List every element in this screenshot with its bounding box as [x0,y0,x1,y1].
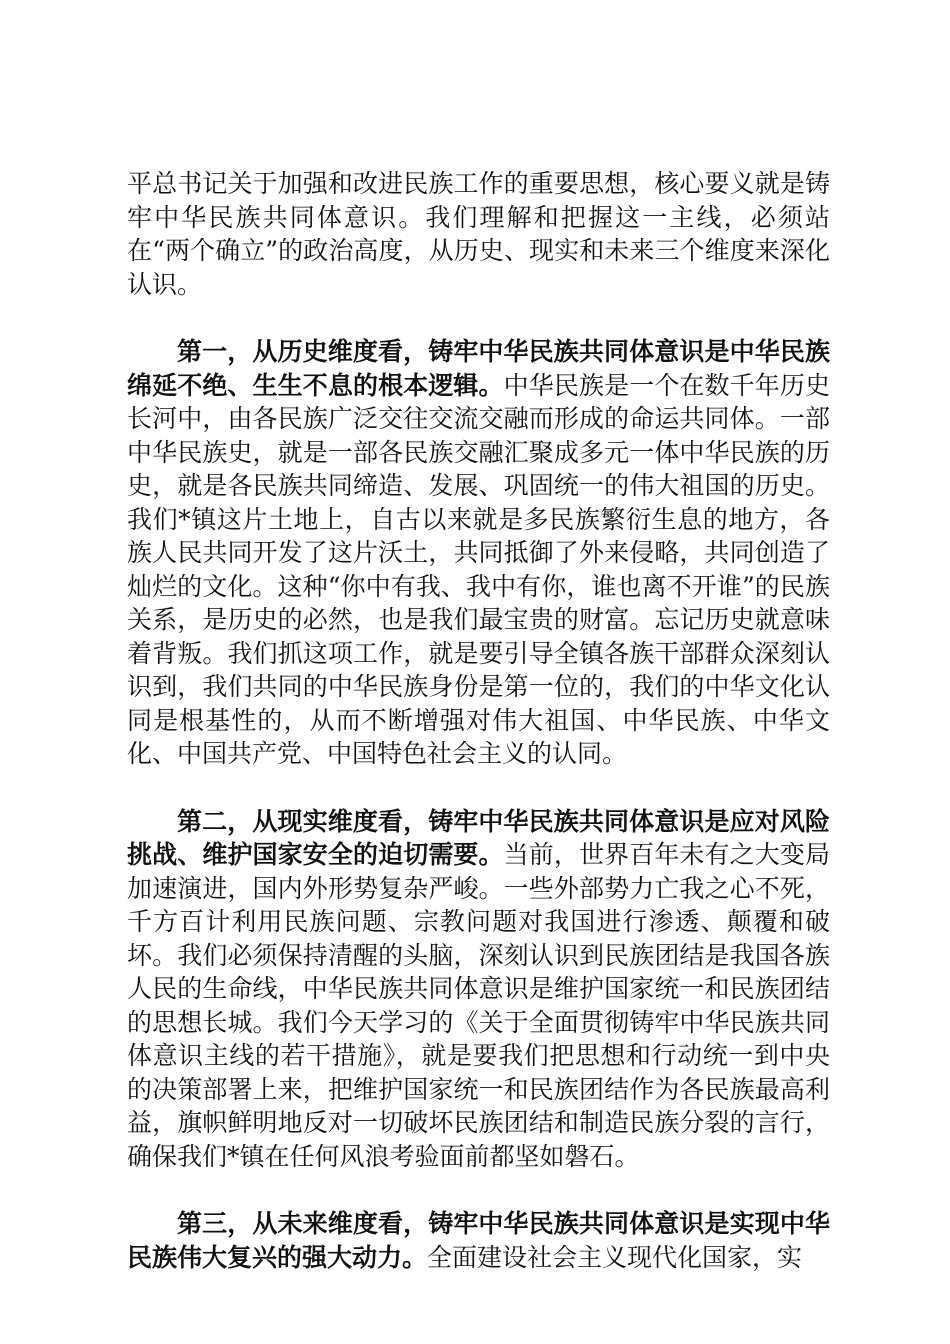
paragraph-lead: 第一，从历史维度看，铸牢中华民族共同体意识是中华民族绵延不绝、生生不息的根本逻辑。 [127,337,830,400]
document-body [127,167,830,1308]
paragraph-text: 平总书记关于加强和改进民族工作的重要思想，核心要义就是铸牢中华民族共同体意识。我们理解和把握这一主线，必须站在“两个确立”的政治高度，从历史、现实和未来三个维度来深化认识。 [127,169,830,299]
paragraph-text: 当前，世界百年未有之大变局加速演进，国内外形势复杂严峻。一些外部势力亡我之心不死，千方百计利用民族问题、宗教问题对我国进行渗透、颠覆和破坏。我们必须保持清醒的头脑，深刻认识到民族团结是我国各族人民的生命线，中华民族共同体意识是维护国家统一和民族团结的思想长城。我们今天学习的《关于全面贯彻铸牢中华民族共同体意识主线的若干措施》，就是要我们把思想和行动统一到中央的决策部署上来，把维护国家统一和民族团结作为各民族最高利益，旗帜鲜明地反对一切破坏民族团结和制造民族分裂的言行，确保我们*镇在任何风浪考验面前都坚如磐石。 [127,840,830,1171]
paragraph-text: 全面建设社会主义现代化国家，实 [427,1242,803,1272]
paragraph-lead: 第三，从未来维度看，铸牢中华民族共同体意识是实现中华民族伟大复兴的强大动力。 [127,1209,830,1272]
paragraph-reality [127,805,830,1174]
paragraph-lead: 第二，从现实维度看，铸牢中华民族共同体意识是应对风险挑战、维护国家安全的迫切需要。 [127,806,830,869]
paragraph-history [127,335,830,771]
paragraph-text: 中华民族是一个在数千年历史长河中，由各民族广泛交往交流交融而形成的命运共同体。一部中华民族史，就是一部各民族交融汇聚成多元一体中华民族的历史，就是各民族共同缔造、发展、巩固统一的伟大祖国的历史。我们*镇这片土地上，自古以来就是多民族繁衍生息的地方，各族人民共同开发了这片沃土，共同抵御了外来侵略，共同创造了灿烂的文化。这种“你中有我、我中有你，谁也离不开谁”的民族关系，是历史的必然，也是我们最宝贵的财富。忘记历史就意味着背叛。我们抓这项工作，就是要引导全镇各族干部群众深刻认识到，我们共同的中华民族身份是第一位的，我们的中华文化认同是根基性的，从而不断增强对伟大祖国、中华民族、中华文化、中国共产党、中国特色社会主义的认同。 [127,370,830,768]
paragraph-intro [127,167,830,301]
paragraph-future [127,1207,830,1274]
